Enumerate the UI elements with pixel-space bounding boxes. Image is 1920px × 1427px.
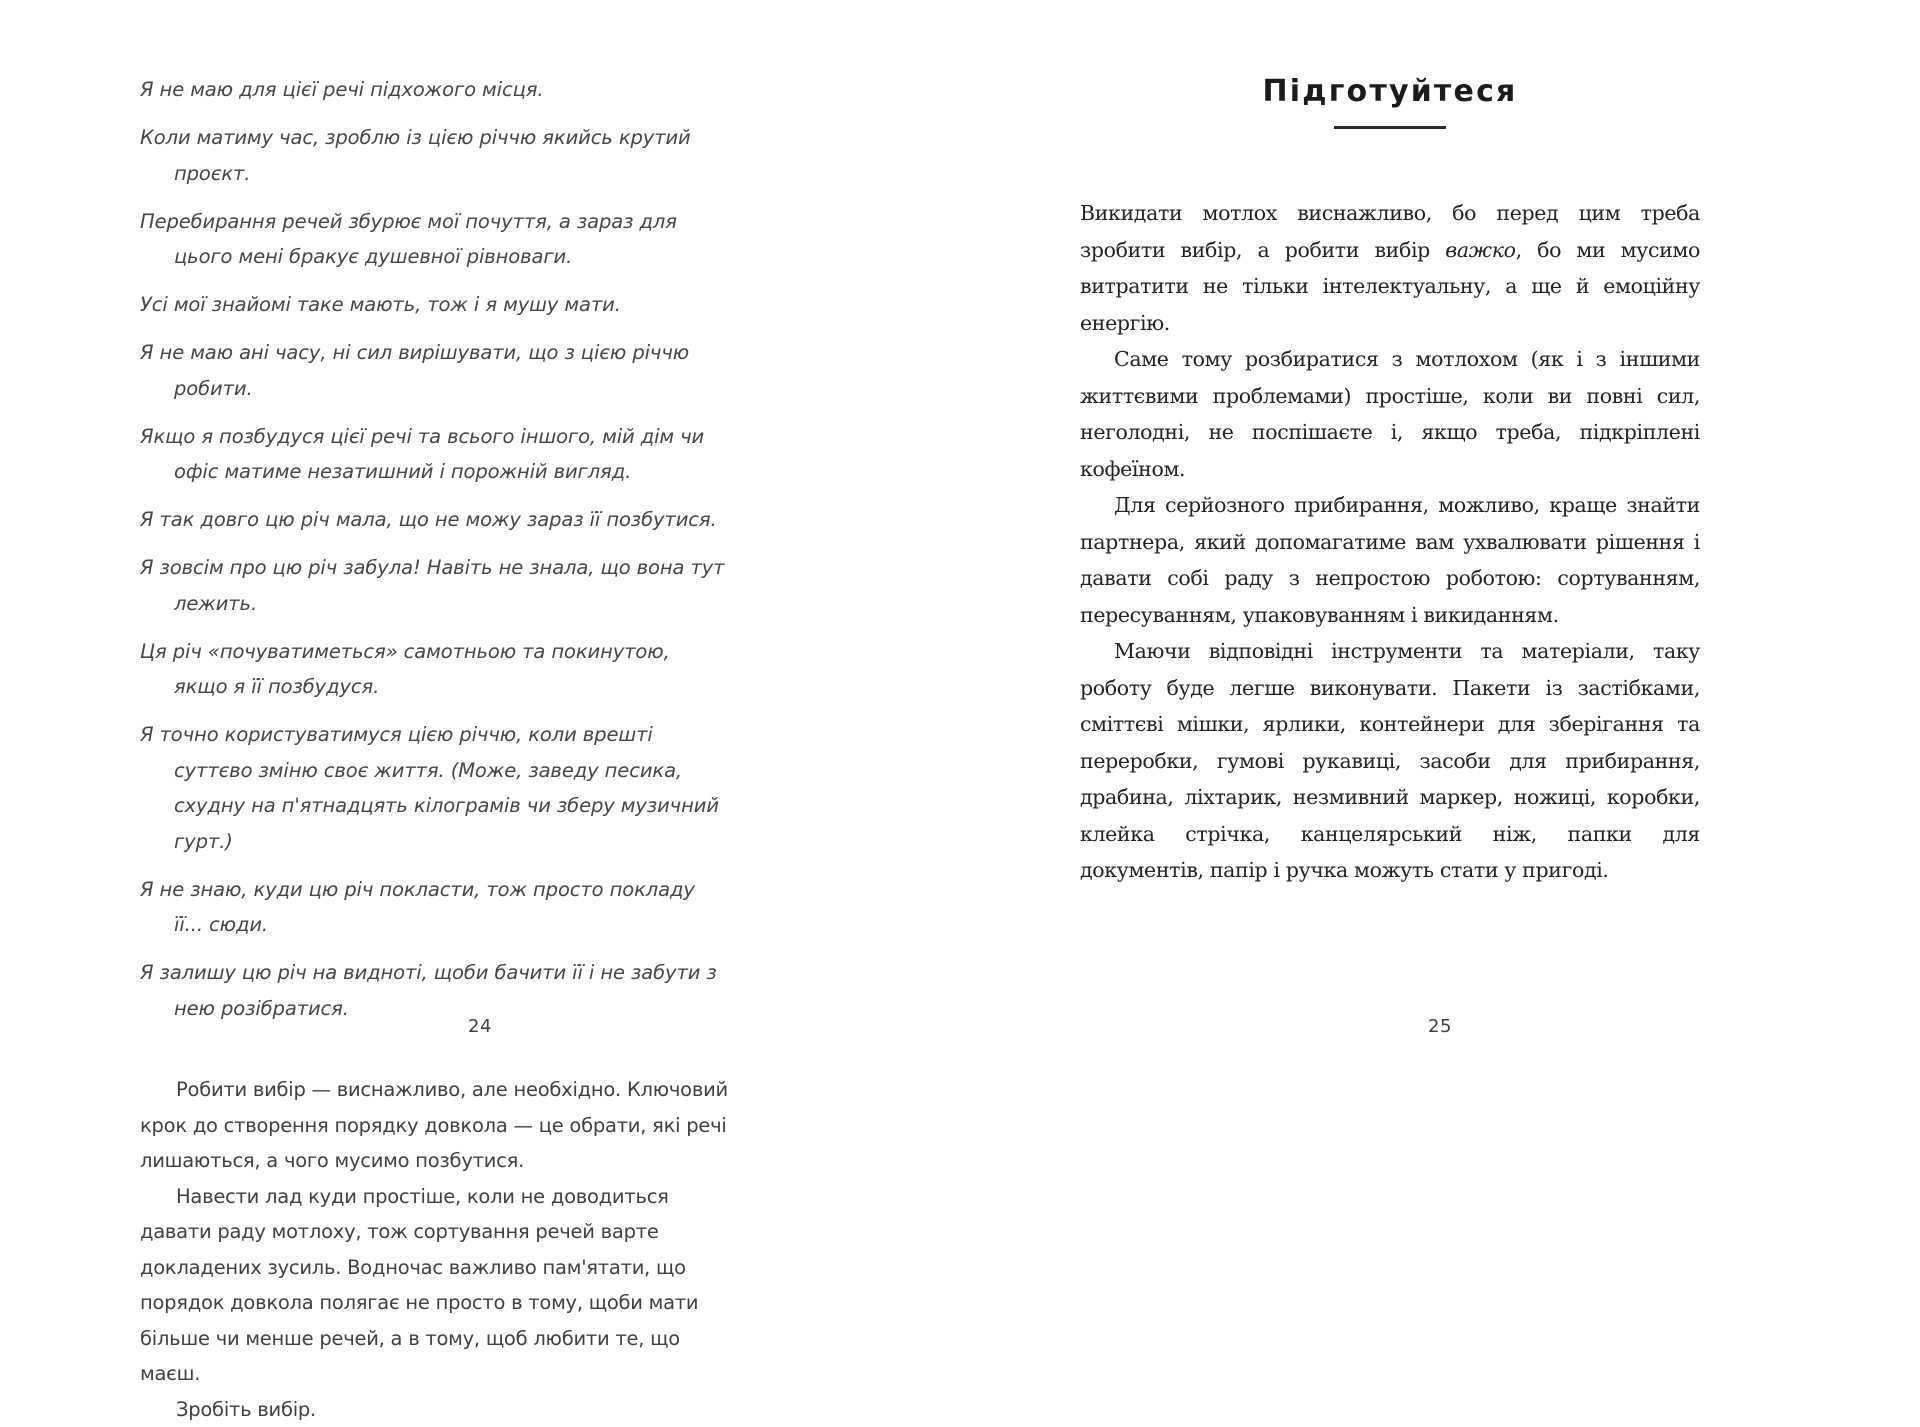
quote-item: Я не маю для цієї речі підхожого місця. (140, 72, 728, 108)
title-divider (1334, 126, 1446, 129)
quote-item: Я точно користуватимуся цією річчю, коли врешті суттєво зміню своє життя. (Може, заведу песика, схудну на п'ятнадцять кілограмів чи зберу музичний гурт.) (140, 717, 728, 859)
quote-item: Перебирання речей збурює мої почуття, а зараз для цього мені бракує душевної рівноваги. (140, 204, 728, 275)
emphasis-text: важко (1445, 238, 1515, 262)
body-paragraph: Зробіть вибір. (140, 1392, 728, 1427)
serif-paragraph: Для серйозного прибирання, можливо, краще знайти партнера, який допомагатиме вам ухвалювати рішення і давати собі раду з непростою роботою: сортуванням, пересуванням, упаковуванням і викиданням. (1080, 487, 1700, 633)
serif-paragraph (1080, 195, 1700, 341)
quote-item: Я так довго цю річ мала, що не можу зараз її позбутися. (140, 502, 728, 538)
quote-item: Я зовсім про цю річ забула! Навіть не знала, що вона тут лежить. (140, 550, 728, 621)
quote-item: Я не знаю, куди цю річ покласти, тож просто покладу її... сюди. (140, 872, 728, 943)
paragraph-text-after: , бо ми мусимо витратити не тільки інтелектуальну, а ще й емоційну енергію. (1080, 238, 1700, 335)
page-number-right: 25 (960, 1016, 1920, 1037)
paragraph-text-before: Викидати мотлох виснажливо, бо перед цим треба зробити вибір, а робити вибір (1080, 201, 1700, 262)
quote-item: Я не маю ані часу, ні сил вирішувати, що з цією річчю робити. (140, 335, 728, 406)
quote-list (140, 72, 728, 1026)
quote-item: Усі мої знайомі таке мають, тож і я мушу мати. (140, 287, 728, 323)
body-paragraph: Навести лад куди простіше, коли не доводиться давати раду мотлоху, тож сортування речей варте докладених зусиль. Водночас важливо пам'ятати, що порядок довкола полягає не просто в тому, щоби мати більше чи менше речей, а в тому, щоб любити те, що маєш. (140, 1179, 728, 1392)
serif-paragraph: Саме тому розбиратися з мотлохом (як і з іншими життєвими проблемами) простіше, коли ви повні сил, неголодні, не поспішаєте і, якщо треба, підкріплені кофеїном. (1080, 341, 1700, 487)
quote-item: Я залишу цю річ на видноті, щоби бачити її і не забути з нею розібратися. (140, 955, 728, 1026)
page-number-left: 24 (0, 1016, 960, 1037)
right-page (960, 0, 1920, 1325)
left-page (0, 0, 960, 1325)
body-paragraph: Робити вибір — виснажливо, але необхідно. Ключовий крок до створення порядку довкола — це обрати, які речі лишаються, а чого мусимо позбутися. (140, 1072, 728, 1179)
quote-item: Якщо я позбудуся цієї речі та всього іншого, мій дім чи офіс матиме незатишний і порожній вигляд. (140, 419, 728, 490)
serif-paragraph: Маючи відповідні інструменти та матеріали, таку роботу буде легше виконувати. Пакети із застібками, сміттєві мішки, ярлики, контейнери для зберігання та переробки, гумові рукавиці, засоби для прибирання, драбина, ліхтарик, незмивний маркер, ножиці, коробки, клейка стрічка, канцелярський ніж, папки для документів, папір і ручка можуть стати у пригоді. (1080, 633, 1700, 889)
left-body-text (140, 1072, 728, 1427)
page-title: Підготуйтеся (1080, 72, 1700, 112)
chapter-header (1080, 72, 1700, 129)
quote-item: Ця річ «почуватиметься» самотньою та покинутою, якщо я її позбудуся. (140, 634, 728, 705)
quote-item: Коли матиму час, зроблю із цією річчю якийсь крутий проєкт. (140, 120, 728, 191)
